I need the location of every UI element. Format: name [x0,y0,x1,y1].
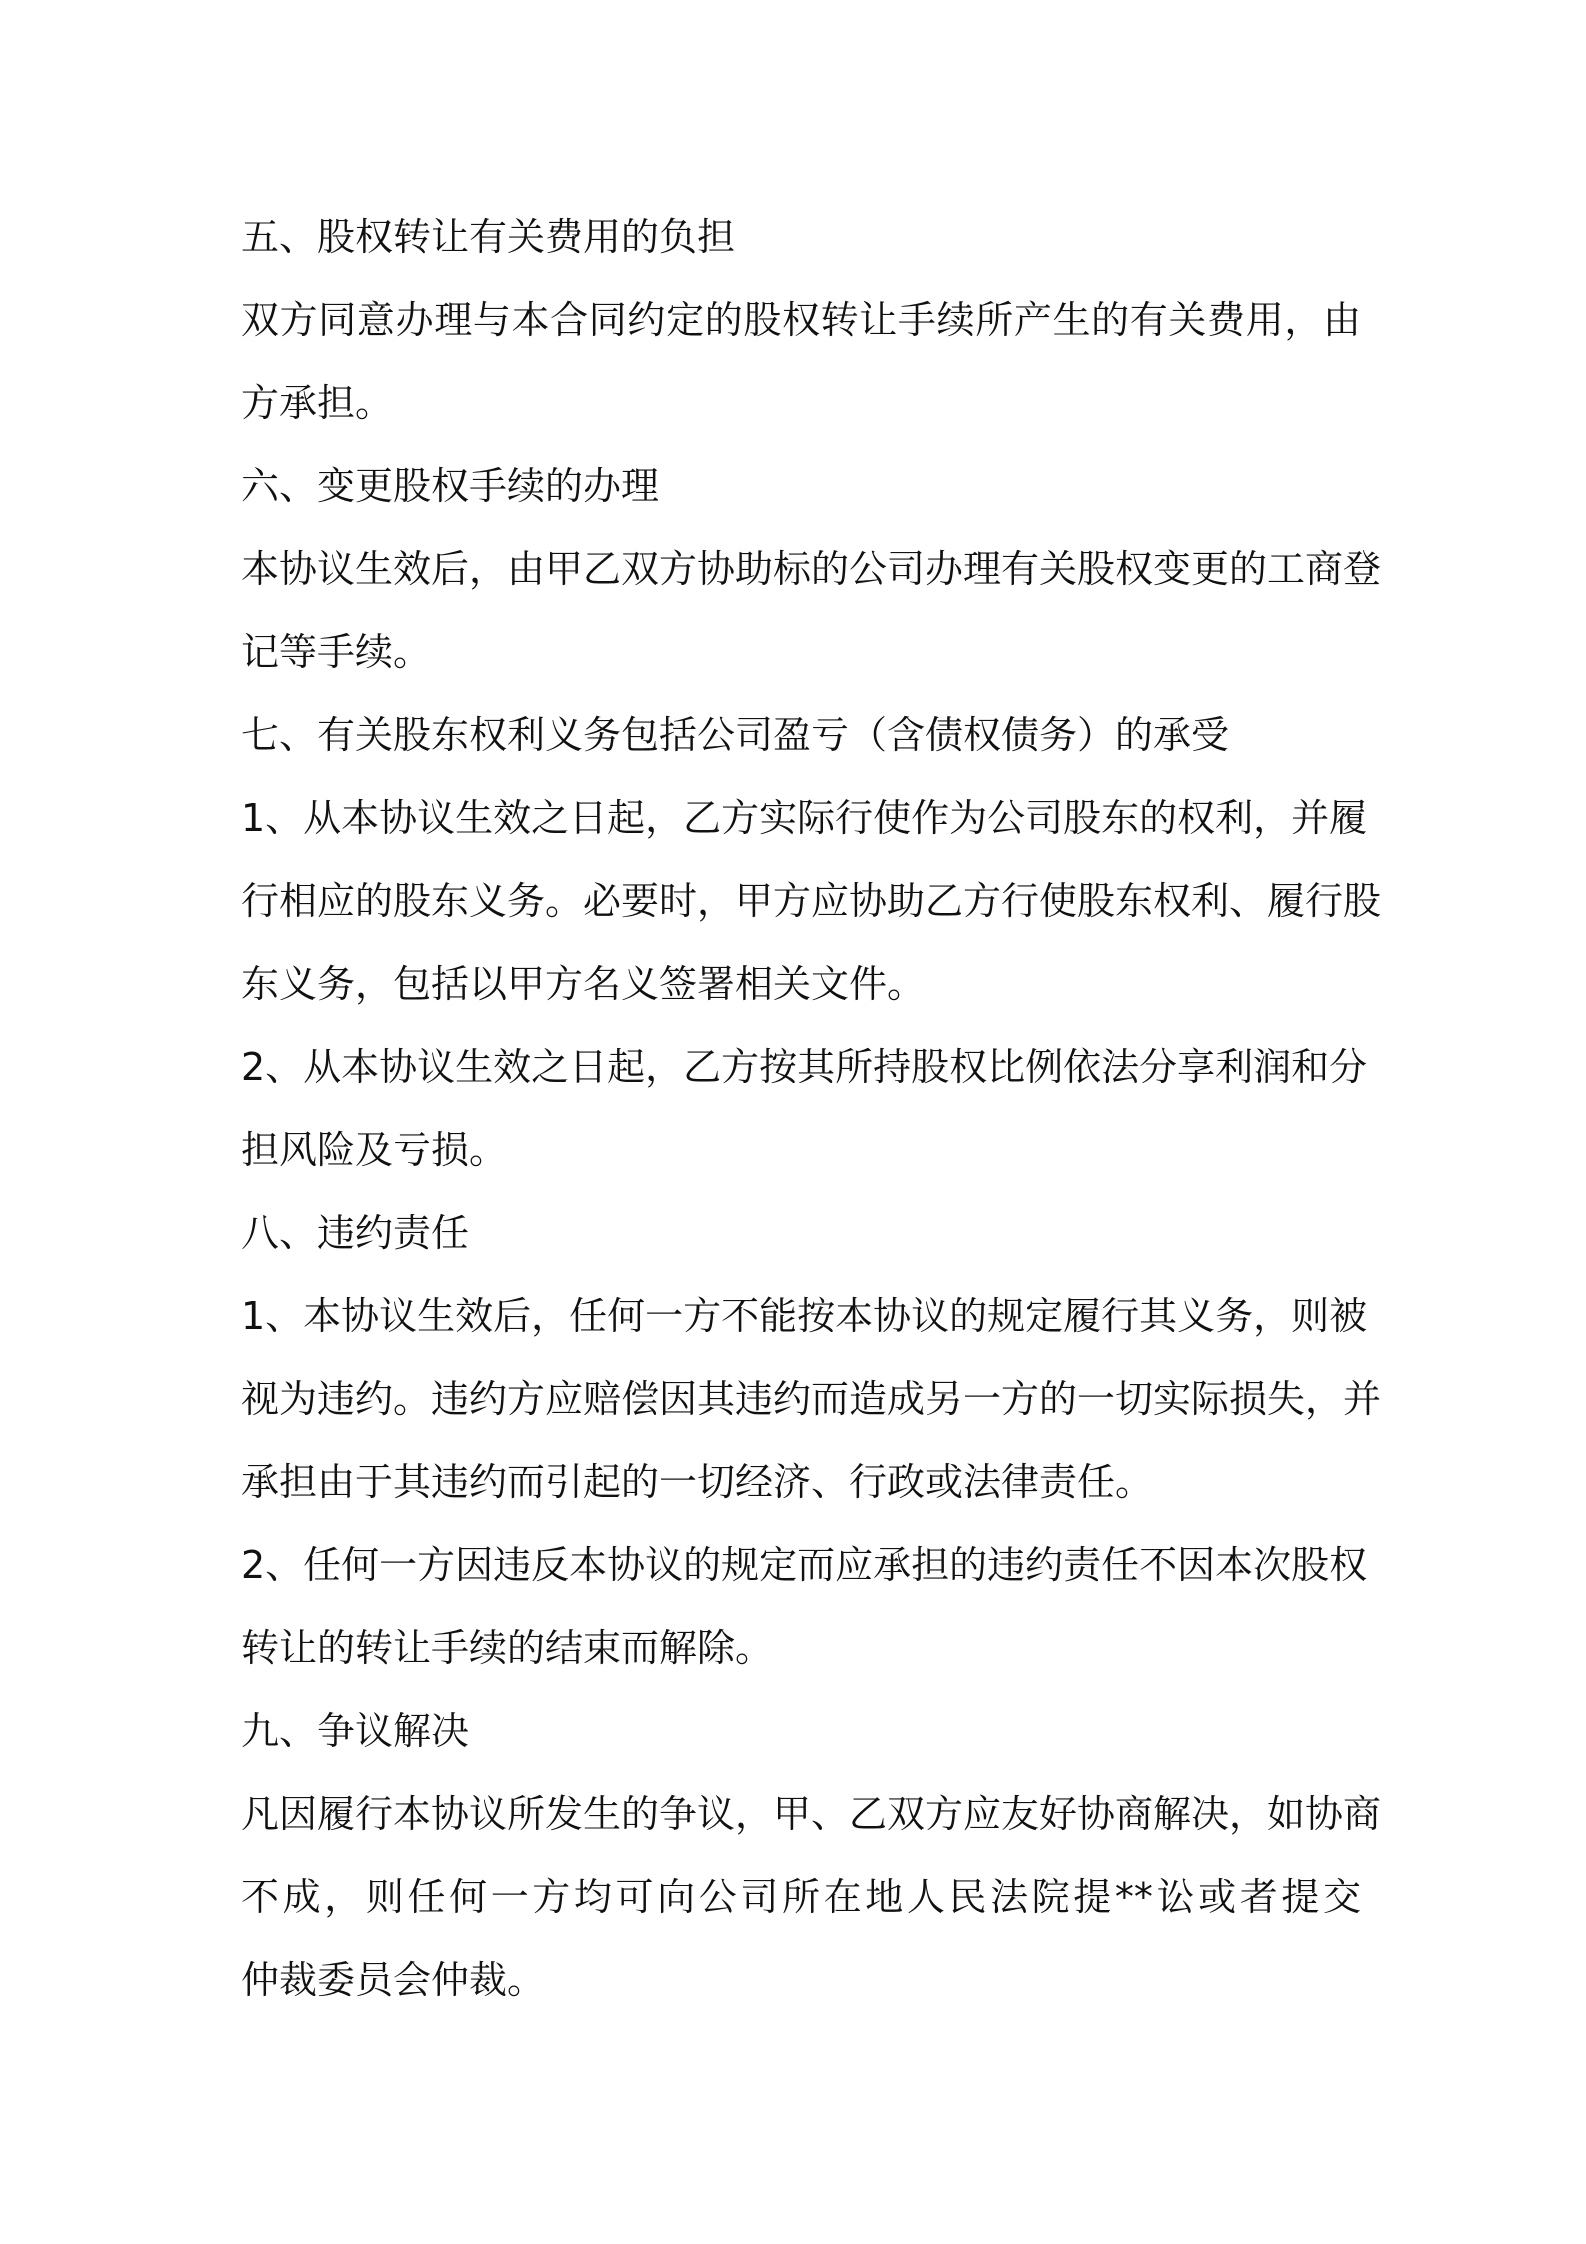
paragraph-line: 记等手续。 [241,630,432,674]
paragraph-line: 2、从本协议生效之日起，乙方按其所持股权比例依法分享利润和分 [241,1045,1368,1089]
paragraph-line: 担风险及亏损。 [241,1128,508,1172]
paragraph-line: 不成，则任何一方均可向公司所在地人民法院提**讼或者提交 [241,1875,1361,1919]
paragraph-line: 1、本协议生效后，任何一方不能按本协议的规定履行其义务，则被 [241,1294,1368,1338]
section-heading-6: 六、变更股权手续的办理 [241,464,660,508]
section-heading-8: 八、违约责任 [241,1211,470,1255]
section-heading-9: 九、争议解决 [241,1709,470,1753]
paragraph-line: 承担由于其违约而引起的一切经济、行政或法律责任。 [241,1460,1154,1504]
paragraph-line: 凡因履行本协议所发生的争议，甲、乙双方应友好协商解决，如协商 [241,1792,1382,1836]
paragraph-line: 1、从本协议生效之日起，乙方实际行使作为公司股东的权利，并履 [241,796,1368,840]
paragraph-line: 东义务，包括以甲方名义签署相关文件。 [241,962,926,1006]
paragraph-line: 方承担。 [241,381,394,425]
document-body [241,196,1382,2022]
paragraph-line: 视为违约。违约方应赔偿因其违约而造成另一方的一切实际损失，并 [241,1377,1382,1421]
paragraph-line: 仲裁委员会仲裁。 [241,1958,546,2002]
paragraph-line: 本协议生效后，由甲乙双方协助标的公司办理有关股权变更的工商登 [241,547,1382,591]
paragraph-line: 行相应的股东义务。必要时，甲方应协助乙方行使股东权利、履行股 [241,879,1382,923]
section-heading-7: 七、有关股东权利义务包括公司盈亏（含债权债务）的承受 [241,713,1230,757]
paragraph-line: 双方同意办理与本合同约定的股权转让手续所产生的有关费用，由 [241,298,1361,342]
paragraph-line: 转让的转让手续的结束而解除。 [241,1626,774,1670]
section-heading-5: 五、股权转让有关费用的负担 [241,215,736,259]
paragraph-line: 2、任何一方因违反本协议的规定而应承担的违约责任不因本次股权 [241,1543,1368,1587]
